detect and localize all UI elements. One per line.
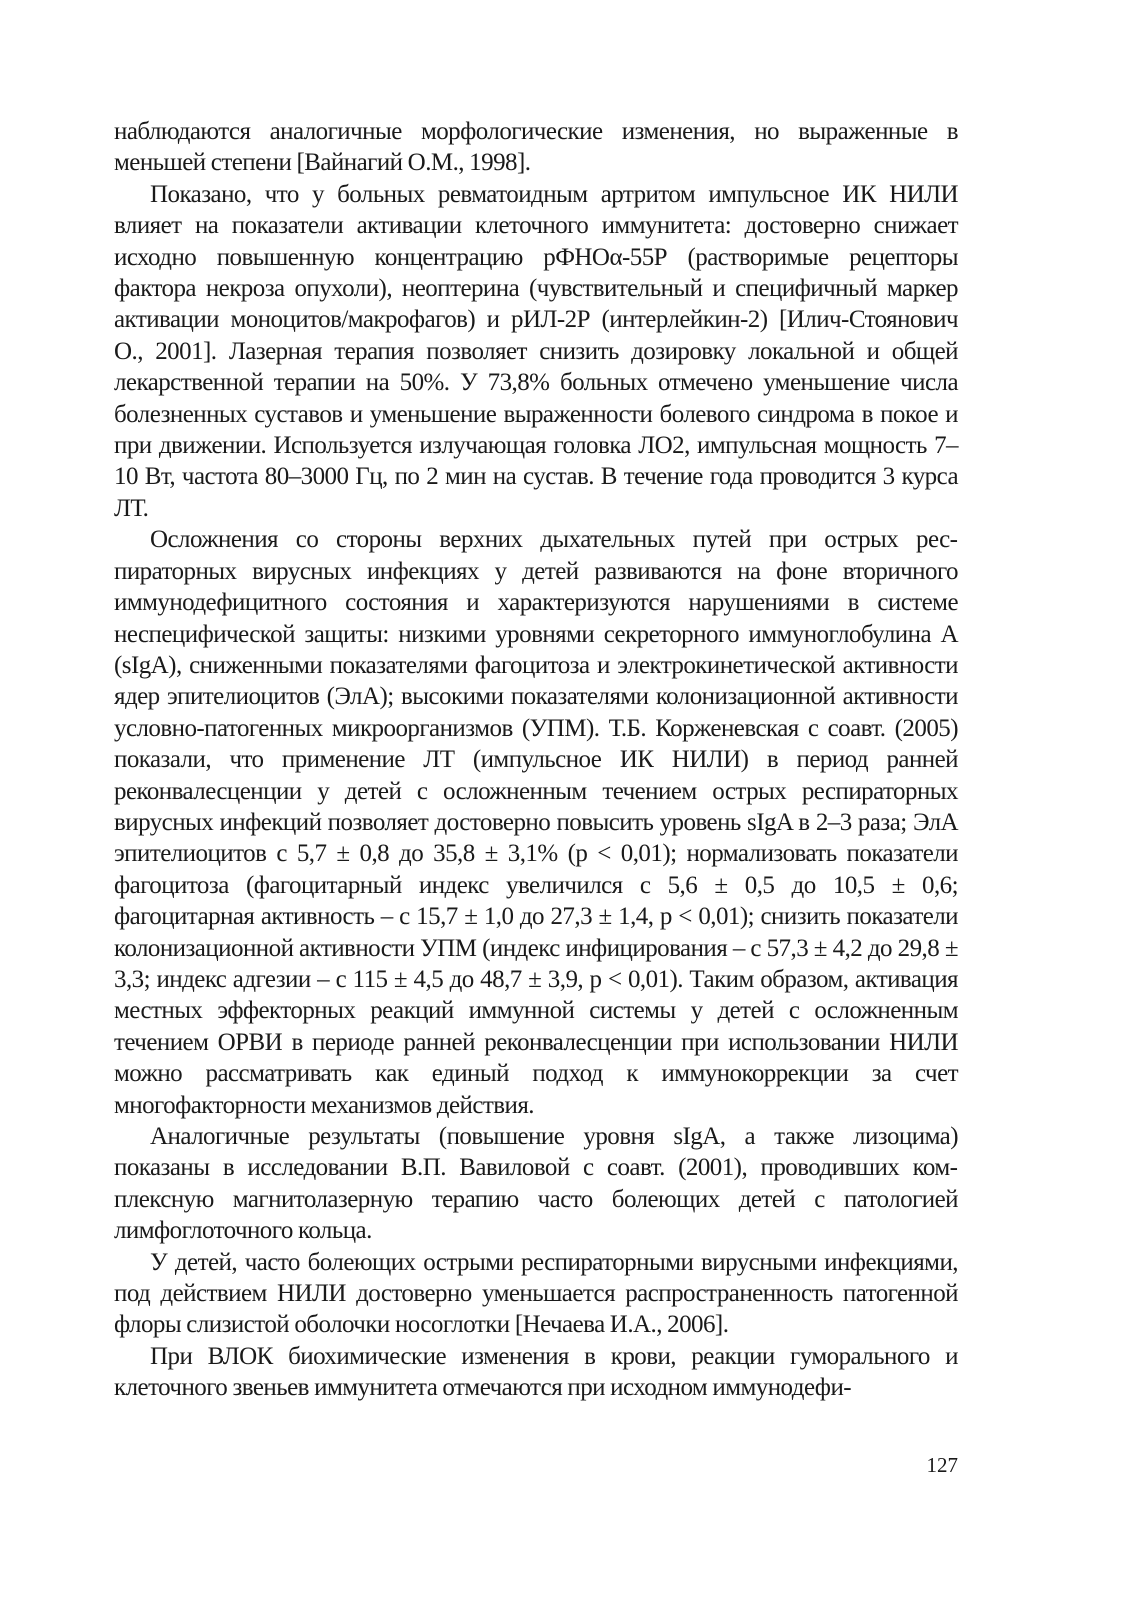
body-text bbox=[114, 116, 958, 1404]
paragraph-respiratory-infections: Осложнения со стороны верхних дыхательных путей при острых респираторных вирусных инфекциях у детей развиваются на фоне вторичного иммунодефицитного состояния и характеризуются нарушениями в системе неспецифической защиты: низкими уровнями секреторного иммуноглобулина А (sIgA), сниженными показателями фагоцитоза и электрокинетической активности ядер эпителиоцитов (ЭлА); высокими показателями колонизационной активности условно-патогенных микроорганизмов (УПМ). Т.Б. Корженевская с соавт. (2005) показали, что применение ЛТ (импульсное ИК НИЛИ) в период ранней реконвалесценции у детей с осложненным течением острых респираторных вирусных инфекций позволяет достоверно повысить уровень sIgA в 2–3 раза; ЭлА эпителиоцитов с 5,7 ± 0,8 до 35,8 ± 3,1% (р < 0,01); нормализовать показатели фагоцитоза (фагоцитарный индекс увеличился с 5,6 ± 0,5 до 10,5 ± 0,6; фагоцитарная активность – с 15,7 ± 1,0 до 27,3 ± 1,4, р < 0,01); снизить показатели колонизационной активности УПМ (индекс инфицирования – с 57,3 ± 4,2 до 29,8 ± 3,3; индекс адгезии – с 115 ± 4,5 до 48,7 ± 3,9, р < 0,01). Таким образом, активация местных эффекторных реакций иммунной системы у детей с осложненным течением ОРВИ в периоде ранней реконвалесценции при использовании НИЛИ можно рассматривать как единый подход к иммунокоррекции за счет многофакторности механизмов действия. bbox=[114, 526, 958, 1119]
paragraph-frequently-ill-children: У детей, часто болеющих острыми респираторными вирусными инфекциями, под действием НИЛИ достоверно уменьшается распространенность патогенной флоры слизистой оболочки носоглотки [Нечаева И.А., 2006]. bbox=[114, 1248, 958, 1339]
paragraph-similar-results: Аналогичные результаты (повышение уровня sIgA, а также лизоцима) показаны в исследовании В.П. Вавиловой с соавт. (2001), проводивших комплексную магнитолазерную терапию часто болеющих детей с патологией лимфоглоточного кольца. bbox=[114, 1123, 958, 1245]
paragraph-vlok: При ВЛОК биохимические изменения в крови, реакции гуморального и клеточного звеньев иммунитета отмечаются при исходном иммунодефи- bbox=[114, 1342, 958, 1402]
paragraph-continuation: наблюдаются аналогичные морфологические изменения, но выраженные в меньшей степени [Вайнагий О.М., 1998]. bbox=[114, 118, 958, 177]
paragraph-rheumatoid-arthritis: Показано, что у больных ревматоидным артритом импульсное ИК НИЛИ влияет на показатели активации клеточного иммунитета: достоверно снижает исходно повышенную концентрацию рФНОα-55Р (растворимые рецепторы фактора некроза опухоли), неоптерина (чувствительный и специфичный маркер активации моноцитов/макрофагов) и рИЛ-2Р (интерлейкин-2) [Илич-Стоянович О., 2001]. Лазерная терапия позволяет снизить дозировку локальной и общей лекарственной терапии на 50%. У 73,8% больных отмечено уменьшение числа болезненных суставов и уменьшение выраженности болевого синдрома в покое и при движении. Используется излучающая головка ЛО2, импульсная мощность 7–10 Вт, частота 80–3000 Гц, по 2 мин на сустав. В течение года проводится 3 курса ЛТ. bbox=[114, 180, 958, 522]
page-number: 127 bbox=[926, 1453, 958, 1477]
